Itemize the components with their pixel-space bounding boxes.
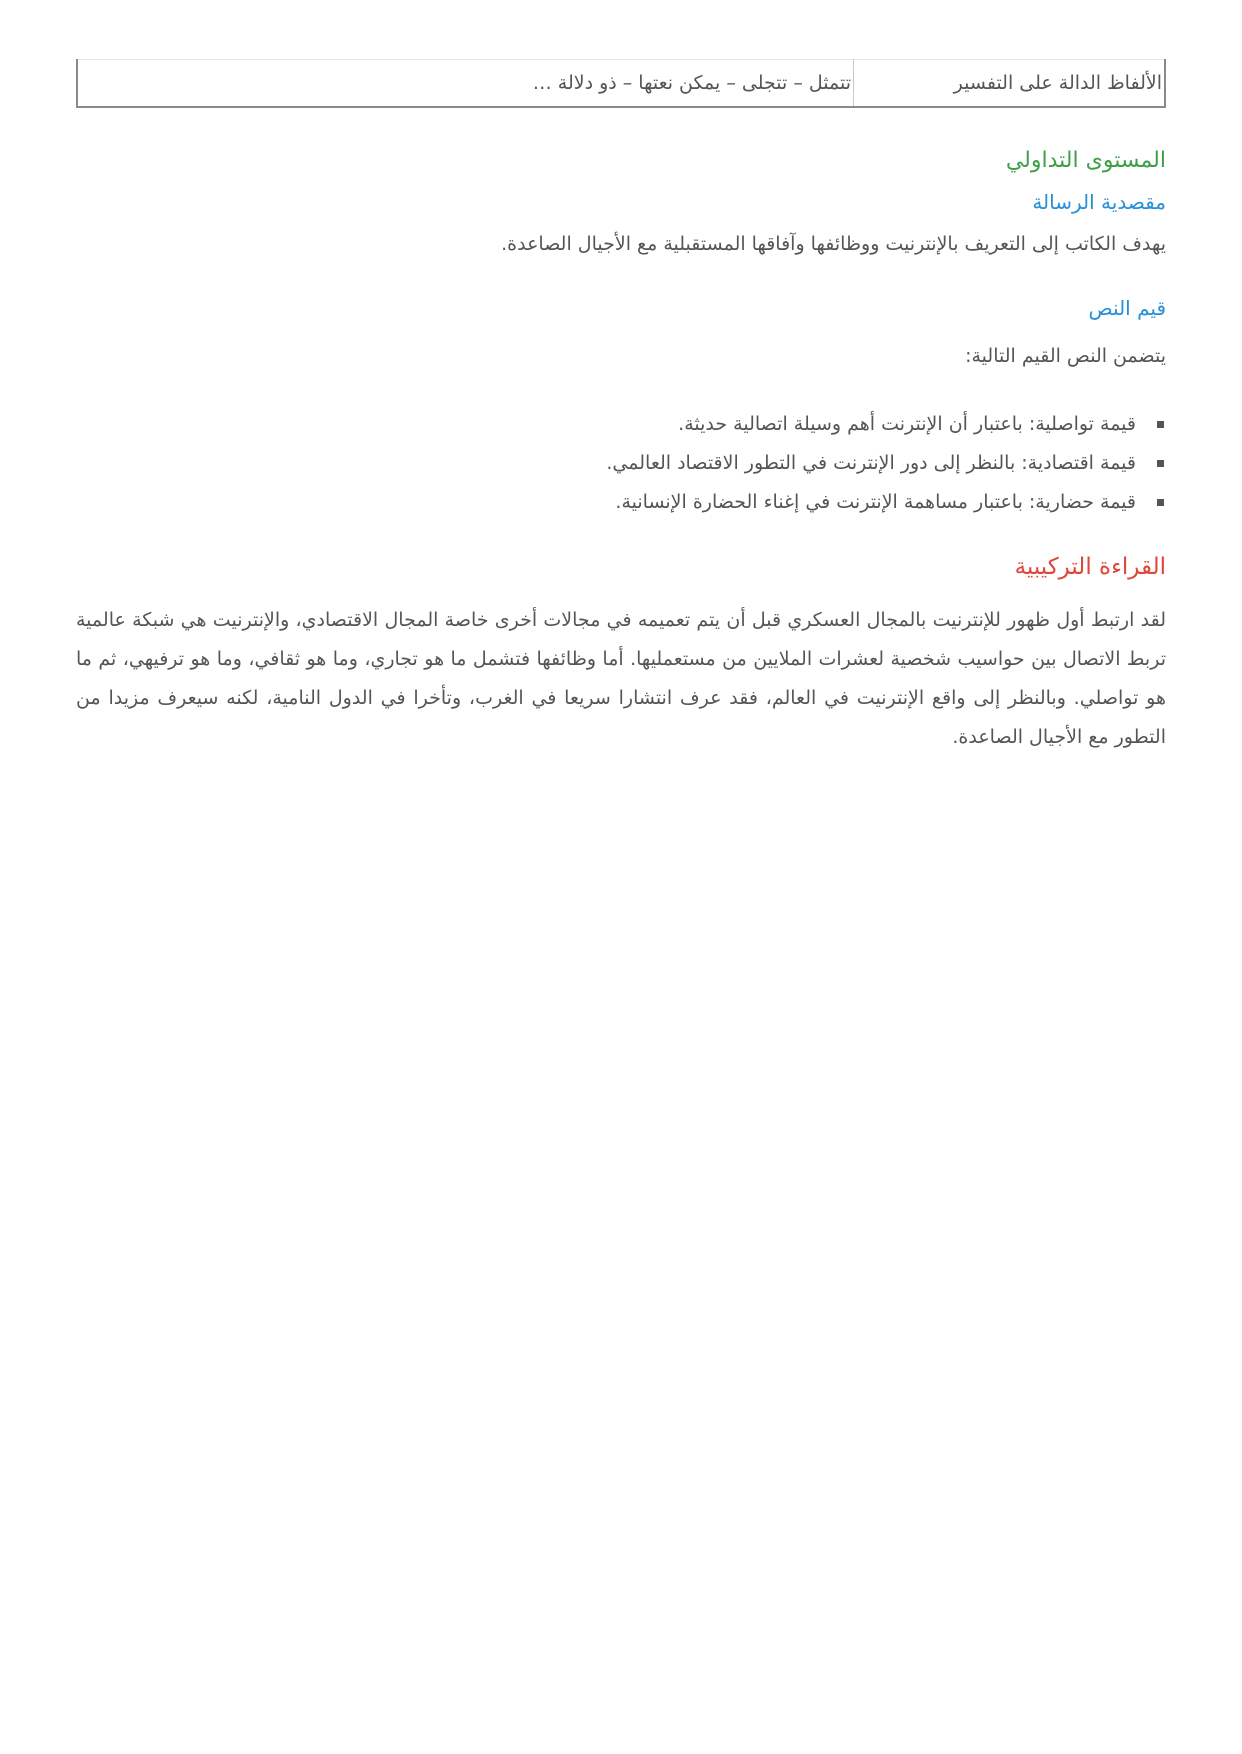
synthetic-reading-heading: القراءة التركيبية — [1014, 554, 1166, 580]
text-values-intro: يتضمن النص القيم التالية: — [965, 345, 1166, 367]
list-item — [76, 444, 1166, 483]
square-bullet-icon — [1157, 499, 1164, 506]
message-intent-text: يهدف الكاتب إلى التعريف بالإنترنيت ووظائفها وآفاقها المستقبلية مع الأجيال الصاعدة. — [501, 233, 1166, 255]
table-row — [77, 60, 1165, 108]
value-item-text: قيمة تواصلية: باعتبار أن الإنترنت أهم وسيلة اتصالية حديثة. — [678, 413, 1136, 435]
terms-label-cell: الألفاظ الدالة على التفسير — [854, 60, 1166, 108]
value-item-text: قيمة اقتصادية: بالنظر إلى دور الإنترنت في التطور الاقتصاد العالمي. — [606, 452, 1136, 474]
pragmatic-level-heading: المستوى التداولي — [1005, 148, 1166, 173]
terms-table — [76, 59, 1166, 108]
square-bullet-icon — [1157, 421, 1164, 428]
square-bullet-icon — [1157, 460, 1164, 467]
text-values-heading: قيم النص — [1088, 296, 1166, 320]
synthetic-reading-text: لقد ارتبط أول ظهور للإنترنيت بالمجال العسكري قبل أن يتم تعميمه في مجالات أخرى خاصة المجال الاقتصادي، والإنترنيت هي شبكة عالمية تربط الاتصال بين حواسيب شخصية لعشرات الملايين من مستعمليها. أما وظائفها فتشمل ما هو تجاري، وما هو ثقافي، وما هو ترفيهي، ثم ما هو تواصلي. وبالنظر إلى واقع الإنترنيت في العالم، فقد عرف انتشارا سريعا في الغرب، وتأخرا في الدول النامية، لكنه سيعرف مزيدا من التطور مع الأجيال الصاعدة. — [76, 609, 1166, 748]
value-item-text: قيمة حضارية: باعتبار مساهمة الإنترنت في إغناء الحضارة الإنسانية. — [615, 491, 1136, 513]
terms-words-cell: تتمثل – تتجلى – يمكن نعتها – ذو دلالة … — [532, 72, 851, 94]
list-item — [76, 483, 1166, 522]
list-item — [76, 405, 1166, 444]
values-list — [76, 405, 1166, 522]
message-intent-heading: مقصدية الرسالة — [1032, 190, 1166, 214]
